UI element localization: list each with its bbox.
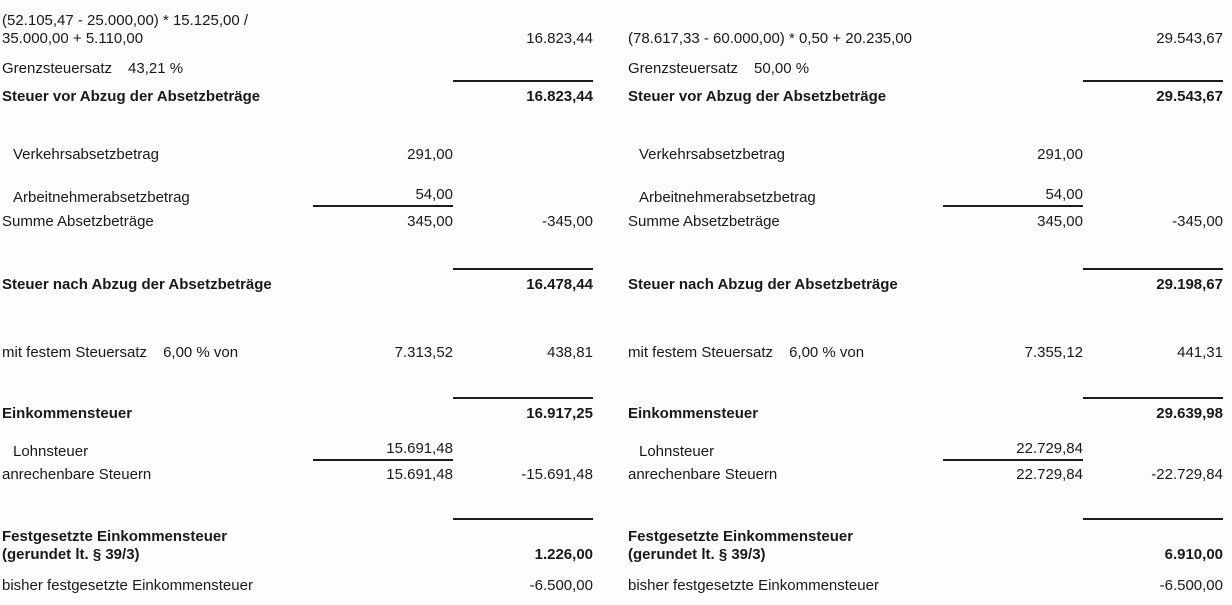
tax-calculation-column-2	[628, 4, 1223, 595]
credits-sum-value: 345,00	[1037, 213, 1083, 230]
tax-formula-row	[2, 10, 593, 48]
tax-formula	[628, 30, 1083, 48]
creditable-taxes-applied: -15.691,48	[521, 466, 593, 483]
creditable-taxes-row	[628, 466, 1223, 484]
tax-before-credits-label: Steuer vor Abzug der Absetzbeträge	[2, 88, 261, 105]
creditable-taxes-applied: -22.729,84	[1151, 466, 1223, 483]
wage-tax-row	[628, 440, 1223, 461]
transport-credit-row	[628, 146, 1223, 164]
credits-sum-row	[628, 213, 1223, 231]
creditable-taxes-label: anrechenbare Steuern	[2, 466, 152, 483]
income-tax-row	[628, 397, 1223, 423]
fixed-rate-labels	[2, 344, 313, 362]
fixed-rate-label: mit festem Steuersatz	[628, 344, 774, 361]
marginal-tax-rate-row	[2, 60, 593, 78]
fixed-rate-labels	[628, 344, 943, 362]
creditable-taxes-row	[2, 466, 593, 484]
assessed-income-tax-label	[2, 518, 313, 564]
credits-sum-label: Summe Absetzbeträge	[628, 213, 780, 230]
transport-credit-row	[2, 146, 593, 164]
fixed-rate-tax: 441,31	[1177, 344, 1223, 361]
fixed-rate-row	[2, 344, 593, 362]
fixed-rate-detail: 6,00 % von	[163, 344, 239, 361]
fixed-rate-tax: 438,81	[547, 344, 593, 361]
credits-sum-row	[2, 213, 593, 231]
marginal-tax-rate-label: Grenzsteuersatz	[2, 60, 113, 77]
credits-sum-label: Summe Absetzbeträge	[2, 213, 154, 230]
wage-tax-value: 22.729,84	[943, 440, 1083, 461]
wage-tax-value: 15.691,48	[313, 440, 453, 461]
wage-tax-label: Lohnsteuer	[639, 443, 715, 460]
assessed-income-tax-label-line1: Festgesetzte Einkommensteuer	[628, 528, 854, 545]
previously-assessed-label: bisher festgesetzte Einkommensteuer	[628, 577, 879, 594]
marginal-tax-rate	[628, 60, 943, 78]
assessed-income-tax-label	[628, 518, 943, 564]
previously-assessed-row	[2, 577, 593, 595]
previously-assessed-label: bisher festgesetzte Einkommensteuer	[2, 577, 253, 594]
tax-after-credits-label: Steuer nach Abzug der Absetzbeträge	[2, 276, 272, 293]
income-tax-value: 16.917,25	[453, 397, 593, 423]
tax-before-credits-value: 16.823,44	[453, 80, 593, 106]
income-tax-label: Einkommensteuer	[628, 405, 759, 422]
tax-formula-row	[628, 10, 1223, 48]
transport-credit-label: Verkehrsabsetzbetrag	[639, 146, 785, 163]
income-tax-label: Einkommensteuer	[2, 405, 133, 422]
credits-sum-value: 345,00	[407, 213, 453, 230]
marginal-tax-rate-label: Grenzsteuersatz	[628, 60, 739, 77]
transport-credit-value: 291,00	[407, 146, 453, 163]
employee-credit-row	[2, 186, 593, 207]
employee-credit-label: Arbeitnehmerabsetzbetrag	[13, 189, 190, 206]
employee-credit-row	[628, 186, 1223, 207]
marginal-tax-rate-value: 50,00 %	[754, 60, 810, 77]
fixed-rate-label: mit festem Steuersatz	[2, 344, 148, 361]
assessed-income-tax-value: 1.226,00	[453, 518, 593, 564]
tax-after-credits-value: 29.198,67	[1083, 268, 1223, 294]
tax-after-credits-row	[2, 268, 593, 294]
tax-after-credits-row	[628, 268, 1223, 294]
wage-tax-label: Lohnsteuer	[13, 443, 89, 460]
assessed-income-tax-label-line1: Festgesetzte Einkommensteuer	[2, 528, 228, 545]
tax-formula-value: 29.543,67	[1156, 30, 1223, 47]
creditable-taxes-value: 22.729,84	[1016, 466, 1083, 483]
tax-formula-value: 16.823,44	[526, 30, 593, 47]
tax-after-credits-label: Steuer nach Abzug der Absetzbeträge	[628, 276, 898, 293]
tax-before-credits-label: Steuer vor Abzug der Absetzbeträge	[628, 88, 887, 105]
tax-formula	[2, 12, 453, 48]
marginal-tax-rate	[2, 60, 313, 78]
assessed-income-tax-label-line2: (gerundet lt. § 39/3)	[628, 546, 766, 563]
previously-assessed-value: -6.500,00	[1159, 577, 1223, 594]
credits-sum-applied: -345,00	[1172, 213, 1223, 230]
income-tax-value: 29.639,98	[1083, 397, 1223, 423]
credits-sum-applied: -345,00	[542, 213, 593, 230]
income-tax-row	[2, 397, 593, 423]
tax-after-credits-value: 16.478,44	[453, 268, 593, 294]
creditable-taxes-label: anrechenbare Steuern	[628, 466, 778, 483]
assessed-income-tax-row	[2, 518, 593, 564]
assessed-income-tax-row	[628, 518, 1223, 564]
marginal-tax-rate-value: 43,21 %	[128, 60, 184, 77]
wage-tax-row	[2, 440, 593, 461]
employee-credit-value: 54,00	[943, 186, 1083, 207]
tax-before-credits-row	[628, 80, 1223, 106]
fixed-rate-base: 7.313,52	[394, 344, 453, 361]
tax-formula-line1: (78.617,33 - 60.000,00) * 0,50 + 20.235,00	[628, 30, 912, 47]
creditable-taxes-value: 15.691,48	[386, 466, 453, 483]
tax-before-credits-row	[2, 80, 593, 106]
fixed-rate-base: 7.355,12	[1024, 344, 1083, 361]
assessed-income-tax-value: 6.910,00	[1083, 518, 1223, 564]
tax-formula-line2: 35.000,00 + 5.110,00	[2, 30, 144, 47]
tax-calculation-column-1	[2, 4, 593, 595]
transport-credit-value: 291,00	[1037, 146, 1083, 163]
fixed-rate-row	[628, 344, 1223, 362]
assessed-income-tax-label-line2: (gerundet lt. § 39/3)	[2, 546, 140, 563]
tax-before-credits-value: 29.543,67	[1083, 80, 1223, 106]
marginal-tax-rate-row	[628, 60, 1223, 78]
fixed-rate-detail: 6,00 % von	[789, 344, 865, 361]
transport-credit-label: Verkehrsabsetzbetrag	[13, 146, 159, 163]
employee-credit-label: Arbeitnehmerabsetzbetrag	[639, 189, 816, 206]
previously-assessed-value: -6.500,00	[529, 577, 593, 594]
employee-credit-value: 54,00	[313, 186, 453, 207]
previously-assessed-row	[628, 577, 1223, 595]
tax-formula-line1: (52.105,47 - 25.000,00) * 15.125,00 /	[2, 12, 249, 29]
